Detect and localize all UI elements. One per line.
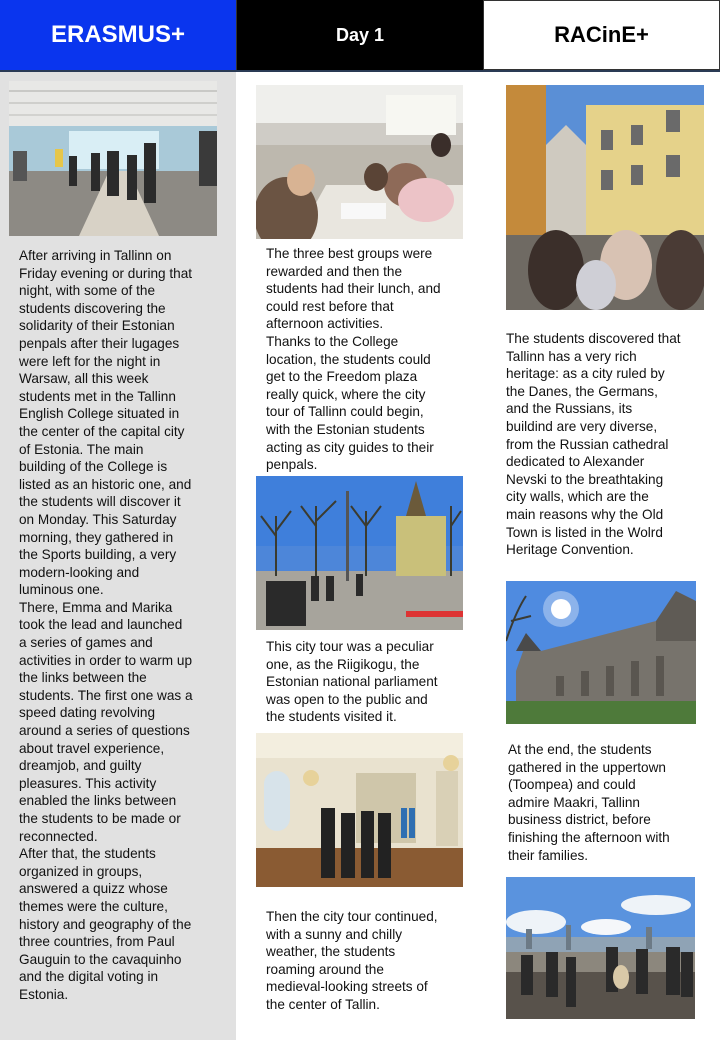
photo-city-walls xyxy=(506,581,696,724)
project-title: RACinE+ xyxy=(483,0,720,70)
middle-text-riigikogu: This city tour was a peculiar one, as the Riigikogu, the Estonian national parliament was open to the public and the students visited it. xyxy=(266,639,438,725)
photo-toompea-viewpoint xyxy=(506,877,695,1019)
day-title: Day 1 xyxy=(236,0,483,70)
photo-sports-building-hall xyxy=(9,81,217,236)
right-text-toompea: At the end, the students gathered in the uppertown (Toompea) and could admire Maakri, Tallinn business district, before finishing the afternoon with their families. xyxy=(508,742,670,863)
photo-freedom-square xyxy=(256,476,463,630)
photo-parliament-hall xyxy=(256,733,463,887)
header-bar xyxy=(0,0,720,72)
middle-text-city-tour: Then the city tour continued, with a sunny and chilly weather, the students roaming around the medieval-looking streets of the center of Tallin. xyxy=(266,909,438,1012)
photo-old-town-street xyxy=(506,85,704,310)
right-text-heritage: The students discovered that Tallinn has a very rich heritage: as a city ruled by the Danes, the Germans, and the Russians, its buildind are very diverse, from the Russian cathedral dedicated to Alexander Nevski to the breathtaking city walls, which are the main reasons why the Old Town is listed in the Wolrd Heritage Convention. xyxy=(506,331,681,558)
left-column-text: After arriving in Tallinn on Friday evening or during that night, with some of the students discovering the solidarity of their Estonian penpals after their lugages were left for the night in Warsaw, all this week students met in the Tallinn English College situated in the center of the capital city of Estonia. The main building of the College is listed as an historic one, and the students will discover it on Monday. This Saturday morning, they gathered in the Sports building, a very modern-looking and luminous one. There, Emma and Marika took the lead and launched a series of games and activities in order to warm up the links between the students. The first one was a speed dating revolving around a series of questions about travel experience, dreamjob, and guilty pleasures. This activity enabled the links between the students to be made or reconnected. After that, the students organized in groups, answered a quizz whose themes were the culture, history and geography of the three countries, from Paul Gauguin to the cavaquinho and the digital voting in Estonia. xyxy=(19,248,193,1002)
middle-text-groups-rewarded: The three best groups were rewarded and then the students had their lunch, and could rest before that afternoon activities. Thanks to the College location, the students could get to the Freedom plaza really quick, where the city tour of Tallinn could begin, with the Estonian students acting as city guides to their penpals. xyxy=(266,246,441,473)
erasmus-title: ERASMUS+ xyxy=(0,0,236,70)
photo-classroom-quiz xyxy=(256,85,463,239)
